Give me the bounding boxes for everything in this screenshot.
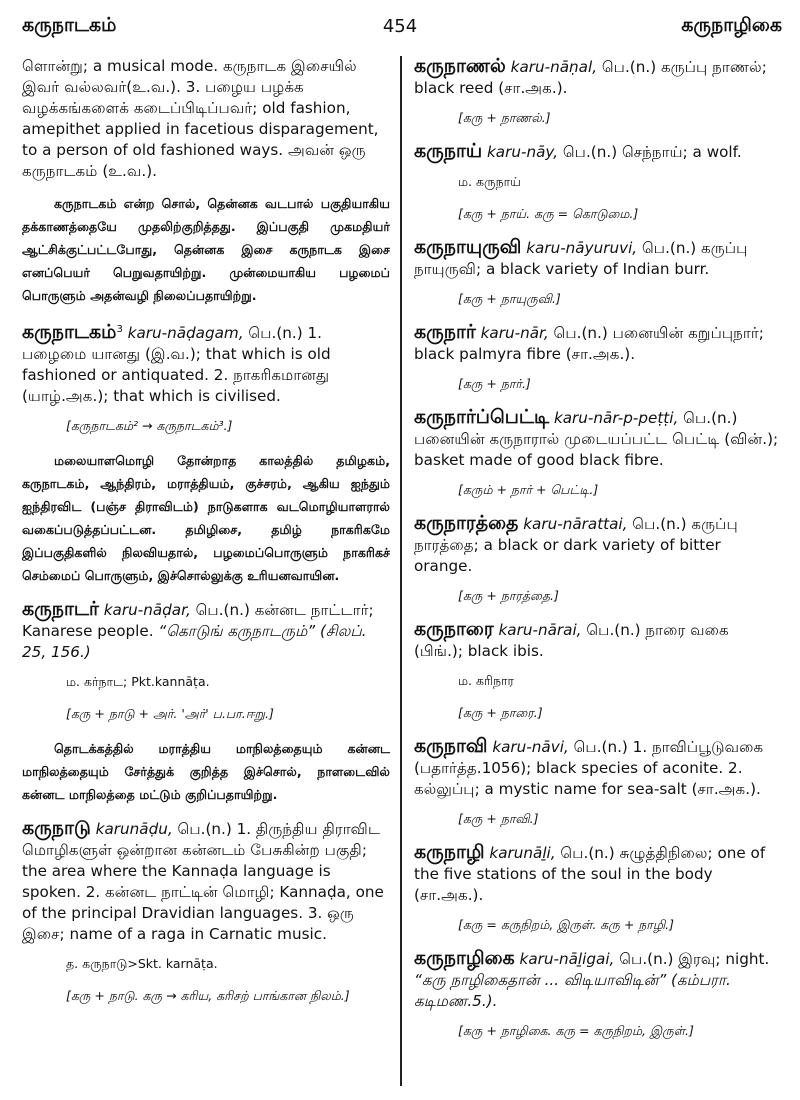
dictionary-entry (414, 322, 782, 393)
dictionary-entry (414, 513, 782, 605)
etymology: [கரு + நாழிகை. கரு = கருநிறம், இருள்.] (458, 1023, 694, 1038)
explanatory-note: தொடக்கத்தில் மராத்திய மாநிலத்தையும் கன்னட மாநிலத்தையும் சேர்த்துக் குறித்த இச்சொல், நாளடைவில் கன்னட மாநிலத்தை மட்டும் குறிப்பதாயிற்று. (22, 741, 390, 803)
definition: பெ.(n.) பனையின் கறுப்புநார்; black palmyra fibre (சா.அக.). (414, 324, 764, 363)
definition: பெ.(n.) கருப்பு நாணல்; black reed (சா.அக.). (414, 58, 767, 97)
dictionary-entry (414, 842, 782, 934)
dictionary-entry (414, 407, 782, 499)
transliteration: karu-nārattai, (523, 515, 628, 533)
page-number: 454 (382, 16, 418, 37)
citation-quote: “கரு நாழிகைதான் ... விடியாவிடின்” (கம்பரா. கடிமண.5.). (414, 971, 731, 1010)
cognates: த. கருநாடு>Skt. karnāṭa. (66, 956, 218, 972)
etymology: [கரு + நாய். கரு = கொடுமை.] (458, 206, 639, 221)
etymology: [கரு + நார்.] (458, 376, 531, 391)
transliteration: karu-nāyuruvi, (526, 239, 638, 257)
headword: கருநாடகம் (22, 321, 117, 344)
running-head-right: கருநாழிகை (681, 14, 782, 36)
transliteration: karu-nāṇal, (510, 58, 598, 76)
etymology: [கரு + நாரை.] (458, 705, 543, 720)
headword: கருநாயுருவி (414, 236, 522, 258)
definition: பெ.(n.) கருப்பு நாரத்தை; a black or dark variety of bitter orange. (414, 515, 738, 575)
etymology: [கருநாடகம்² → கருநாடகம்³.] (66, 418, 233, 434)
etymology: [கரு + நாடு + அர். 'அர்' ப.பா.ஈறு.] (66, 706, 274, 722)
headword: கருநாழிகை (414, 947, 515, 969)
explanatory-note: கருநாடகம் என்ற சொல், தென்னக வடபால் பகுதியாகிய தக்காணத்தையே முதலிற்குறித்தது. இப்பகுதி முகமதியர் ஆட்சிக்குட்பட்டபோது, தென்னக இசை கருநாடக இசை எனப்பெயர் பெறுவதாயிற்று. முன்மையாகிய பழமைப் பொருளும் அதன்வழி நிலைப்பதாயிற்று. (22, 196, 390, 303)
cognates: ம. கர்நாட; Pkt.kannāṭa. (66, 674, 210, 690)
dictionary-entry (414, 736, 782, 828)
citation-quote: “கொடுங் கருநாடரும்” (சிலப். 25, 156.) (22, 622, 367, 662)
definition: பெ.(n.) கருப்பு நாயுருவி; a black variety of Indian burr. (414, 239, 748, 278)
transliteration: karu-nār-p-peṭṭi, (553, 409, 679, 427)
definition: பெ.(n.) 1. பழைமை யானது (இ.வ.); that which is old fashioned or antiquated. 2. நாகரிகமானது (யாழ்.அக.); that which is civilised. (22, 324, 331, 406)
transliteration: karu-nāḍar, (103, 601, 191, 620)
etymology: [கரு + நாடு. கரு → கரிய, கரிசற் பாங்கான நிலம்.] (66, 988, 350, 1004)
dictionary-entry (414, 619, 782, 722)
right-column (414, 56, 782, 1054)
transliteration: karu-nārai, (498, 621, 582, 639)
headword: கருநாடு (22, 817, 91, 840)
definition: பெ.(n.) நாரை வகை (பிங்.); black ibis. (414, 621, 729, 660)
headword: கருநாரத்தை (414, 512, 519, 534)
etymology: [கரு + நாணல்.] (458, 110, 551, 125)
transliteration: karunāḻi, (489, 844, 556, 862)
continuation-text: ளொன்று; a musical mode. கருநாடக இசையில் இவர் வல்லவர்(உ.வ.). 3. பழைய பழக்க வழக்கங்களைக் கடைப்பிடிப்பவர்; old fashion, amepithet applied in facetious disparagement, to a person of old fashioned ways. அவன் ஒரு கருநாடகம் (உ.வ.). (22, 57, 379, 180)
transliteration: karu-nāy, (487, 143, 559, 161)
left-column (22, 56, 390, 1019)
headword: கருநாழி (414, 841, 485, 863)
transliteration: karu-nār, (480, 324, 549, 342)
dictionary-entry (22, 599, 390, 723)
dictionary-entry (22, 319, 390, 435)
dictionary-entry (22, 818, 390, 1005)
headword: கருநாரை (414, 618, 494, 640)
etymology: [கரு + நாரத்தை.] (458, 588, 559, 603)
dictionary-entry (414, 237, 782, 308)
definition: பெ.(n.) கன்னட நாட்டார்; Kanarese people. (22, 601, 374, 641)
definition: பெ.(n.) செந்நாய்; a wolf. (558, 143, 742, 161)
dictionary-entry (414, 56, 782, 127)
headword: கருநார்ப்பெட்டி (414, 406, 550, 428)
explanatory-note: மலையாளமொழி தோன்றாத காலத்தில் தமிழகம், கருநாடகம், ஆந்திரம், மராத்தியம், குச்சரம், ஆகிய ஐந்தும் ஐந்திரவிட (பஞ்ச திராவிடம்) நாடுகளாக வடமொழியாளரால் வகைப்படுத்தப்பட்டன. தமிழிசை, தமிழ் நாகரிகமே இப்பகுதிகளில் நிலவியதால், பழமைப்பொருளும் நாகரிகச் செம்மைப் பொருளும், இச்சொல்லுக்கு உரியனவாயின. (22, 453, 390, 584)
headword: கருநார் (414, 321, 476, 343)
definition: பெ.(n.) 1. திருந்திய திராவிட மொழிகளுள் ஒன்றான கன்னடம் பேசுகின்ற பகுதி; the area where the Kannaḍa language is spoken. 2. கன்னட நாட்டின் மொழி; Kannaḍa, one of the principal Dravidian languages. 3. ஒரு இசை; name of a raga in Carnatic music. (22, 820, 384, 944)
cognates: ம. கருநாய் (458, 174, 521, 189)
etymology: [கரும் + நார் + பெட்டி.] (458, 482, 599, 497)
etymology: [கரு = கருநிறம், இருள். கரு + நாழி.] (458, 917, 674, 932)
column-divider (400, 56, 402, 1086)
dictionary-entry (414, 141, 782, 223)
homonym-number: 3 (116, 324, 123, 335)
headword: கருநாடர் (22, 598, 99, 621)
transliteration: karu-nāvi, (492, 738, 569, 756)
headword: கருநாணல் (414, 55, 506, 77)
transliteration: karu-nāḍagam, (127, 324, 244, 343)
headword: கருநாவி (414, 735, 488, 757)
transliteration: karu-nāḻigai, (519, 950, 615, 968)
definition: பெ.(n.) 1. நாவிப்பூடுவகை (பதார்த்த.1056); black species of aconite. 2. கல்லுப்பு; a mystic name for sea-salt (சா.அக.). (414, 738, 764, 798)
definition: பெ.(n.) இரவு; night. (614, 950, 770, 968)
headword: கருநாய் (414, 140, 483, 162)
page-header (0, 0, 800, 44)
transliteration: karunāḍu, (95, 820, 173, 839)
definition: பெ.(n.) சுழுத்திநிலை; one of the five stations of the soul in the body (சா.அக.). (414, 844, 766, 904)
etymology: [கரு + நாவி.] (458, 811, 539, 826)
definition: பெ.(n.) பனையின் கருநாரால் முடையப்பட்ட பெட்டி (வின்.); basket made of good black fibre. (414, 409, 779, 469)
etymology: [கரு + நாயுருவி.] (458, 291, 561, 306)
cognates: ம. கரிநார (458, 673, 515, 688)
running-head-left: கருநாடகம் (22, 14, 117, 36)
dictionary-entry (414, 948, 782, 1040)
